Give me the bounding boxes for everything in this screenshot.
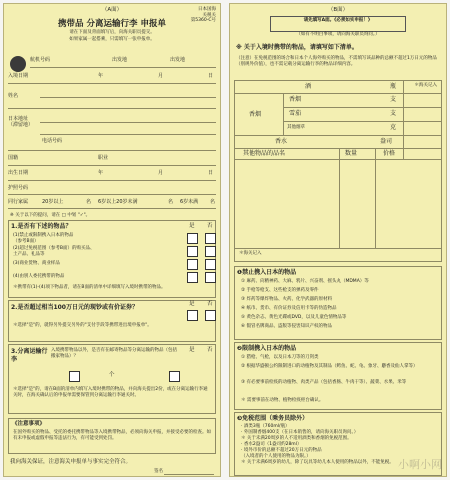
under-6-label: 6岁未满 bbox=[180, 199, 199, 205]
cigar-label: 雪茄 bbox=[289, 110, 302, 117]
year-label: 年 bbox=[98, 73, 104, 79]
occupation-label: 职业 bbox=[98, 155, 109, 161]
entry-date-row[interactable] bbox=[8, 70, 216, 84]
q1-item-4-no-checkbox[interactable] bbox=[205, 272, 216, 283]
declaration-statement: 我向海关保证，注意海关申报单与事实完全符合。 bbox=[10, 459, 132, 465]
cigarette-unit: 支 bbox=[390, 96, 397, 103]
question-1-title: 1.是否有下述的物品？ bbox=[11, 223, 72, 230]
month-label: 月 bbox=[158, 73, 164, 79]
yes-header: 是 bbox=[189, 223, 195, 229]
question-2-note: ＊选择"是"的，就得另外提交另外的"支付手段等携带进出境申报单"。 bbox=[13, 323, 152, 328]
duty-free-item-2: · 外国制香烟400支（在日本销售的，请向海关职员询问。） bbox=[241, 430, 359, 435]
notice-section bbox=[8, 418, 216, 454]
perfume-label: 香水 bbox=[275, 138, 288, 145]
q1-item-2-no-checkbox[interactable] bbox=[205, 246, 216, 257]
customs-fill-label: ＊海关记入 bbox=[239, 251, 262, 256]
yes-header: 是 bbox=[189, 301, 195, 307]
signature-label: 签名 bbox=[154, 469, 163, 474]
companions-label: 同行家属 bbox=[8, 199, 29, 205]
q2-yes-checkbox[interactable] bbox=[187, 310, 198, 321]
yes-header: 是 bbox=[189, 347, 195, 353]
other-goods-entry-area[interactable] bbox=[235, 160, 441, 248]
instruction-line-1: 请在下面及背面填写后，向海关职员提交。 bbox=[69, 30, 155, 35]
question-1-section bbox=[8, 220, 216, 298]
question-3-description: 入境携带物品以外，是否有在邮寄物品等分离运输的物品（包括搬家物品）？ bbox=[51, 348, 177, 359]
flight-label: 航机号码 bbox=[30, 57, 51, 63]
q1-item-3-no-checkbox[interactable] bbox=[205, 259, 216, 270]
restricted-item-3: ③ 有必要事前检疫的动植物、肉类产品（包括香肠、牛肉干等）、蔬菜、水果、米等 bbox=[241, 380, 407, 385]
origin-label: 出发地 bbox=[170, 57, 186, 63]
duty-free-item-6: （入境者的个人使用的物品为限。） bbox=[241, 454, 311, 459]
question-3-title: 3.分离运输行李 bbox=[11, 348, 48, 363]
question-3-section bbox=[8, 344, 216, 414]
prohibited-items-section bbox=[234, 266, 442, 340]
ounce-unit: 盎司 bbox=[380, 138, 393, 145]
duty-free-title: ❸免税范围（乘务员除外） bbox=[237, 415, 309, 422]
side-label: （B面） bbox=[327, 7, 349, 13]
cigar-unit: 支 bbox=[390, 110, 397, 117]
entry-date-label: 入境日期 bbox=[8, 73, 29, 79]
alcohol-label: 酒 bbox=[305, 83, 312, 90]
q3-count-unit: 个 bbox=[109, 372, 115, 378]
question-1-item-1: (1)禁止或限制携入日本的物品 （参考B面） bbox=[13, 233, 74, 244]
prohibited-item-5: ⑤ 黄色杂志、黄色光碟或DVD，以及儿童色情物品等 bbox=[241, 315, 347, 320]
list-note: （注意）在免税范围的场合和日本个人海外购买的物品，不需填写该品种的总额不超过1万日元的物品（别规外价值），也不需记载分离运输行李的物品详细内容。 bbox=[236, 56, 437, 67]
prohibited-item-2: ② 手枪等枪支、这些枪支的弹药及零件 bbox=[241, 288, 319, 293]
declaration-form-side-b bbox=[229, 3, 447, 477]
goods-table bbox=[234, 80, 442, 262]
tobacco-label: 香烟 bbox=[249, 111, 262, 118]
no-header: 否 bbox=[207, 347, 213, 353]
price-header: 价格 bbox=[383, 150, 396, 157]
form-number: 日本国海 关税关 第5360-C号 bbox=[190, 7, 216, 23]
day-label: 日 bbox=[208, 170, 214, 176]
other-goods-header: 其他物品的品名 bbox=[243, 150, 286, 157]
birth-date-row[interactable] bbox=[8, 167, 216, 181]
year-label: 年 bbox=[98, 170, 104, 176]
question-1-item-3: (3)商业货物、商业样品 bbox=[13, 261, 60, 266]
question-2-title: 2.是否超过相当100万日元的现钞或有价证券？ bbox=[11, 304, 138, 311]
grams-unit: 克 bbox=[390, 124, 397, 131]
prohibited-title: ❶禁止携入日本的物品 bbox=[237, 269, 297, 276]
q1-item-3-yes-checkbox[interactable] bbox=[187, 259, 198, 270]
signature-line[interactable] bbox=[164, 474, 214, 475]
prohibited-item-1: ① 麻药、向精神药、大麻、鸦片、兴奋剂、摇头丸（MDMA）等 bbox=[241, 279, 369, 284]
question-2-section bbox=[8, 300, 216, 342]
instruction-line-2: 如果家属一起搭乘，只需填写一张申报单。 bbox=[69, 37, 155, 42]
restricted-title: ❷限制携入日本的物品 bbox=[237, 345, 297, 352]
restricted-items-section bbox=[234, 342, 442, 410]
notice-body: 在国外购买的物品、受托的委托携带物品等入境携带物品，必须向海关申报，并接受必要的检查。如有未申报或虚假申报等违法行为，有可能受到处罚。 bbox=[13, 430, 211, 441]
phone-label: 电话号码 bbox=[42, 138, 63, 144]
duty-free-item-1: · 酒类3瓶（760ml/瓶） bbox=[241, 424, 290, 429]
customs-column-header: ＊海关记入 bbox=[414, 83, 437, 88]
declaration-form-side-a bbox=[3, 3, 221, 477]
question-1-item-4: (4)由别人委托携带的物品 bbox=[13, 274, 65, 279]
birth-date-label: 出生日期 bbox=[8, 170, 29, 176]
form-title: 携带品 分离运输行李 申报单 bbox=[58, 19, 166, 29]
cigarette-label: 香烟 bbox=[289, 96, 302, 103]
over-20-label: 20岁以上 bbox=[42, 199, 64, 205]
flight-row bbox=[30, 54, 216, 68]
duty-free-item-4: · 香水2盎司（1盎司约28ml） bbox=[241, 442, 302, 447]
prohibited-item-3: ③ 炸药等爆炸物品、火药、化学武器的原材料 bbox=[241, 297, 332, 302]
passport-label: 护照号码 bbox=[8, 185, 29, 191]
day-label: 日 bbox=[208, 73, 214, 79]
q1-item-1-no-checkbox[interactable] bbox=[205, 233, 216, 244]
nationality-label: 国籍 bbox=[8, 155, 19, 161]
duty-free-item-5: · 境外市价的总额不超过20万日元的物品 bbox=[241, 448, 322, 453]
name-row[interactable] bbox=[8, 86, 216, 109]
notice-title: 《注意事项》 bbox=[12, 421, 46, 427]
month-label: 月 bbox=[158, 170, 164, 176]
side-label: （A面） bbox=[101, 7, 123, 13]
duty-free-item-3: ＊ 关于未满20周岁的人不适用酒类和香烟的免税范围。 bbox=[241, 436, 352, 441]
banner bbox=[270, 16, 406, 32]
flight-number-field[interactable] bbox=[52, 54, 107, 66]
address-row[interactable] bbox=[8, 110, 216, 151]
duty-free-item-7: ＊ 关于未满6周岁的幼儿，除了玩具等幼儿本人使用的物品以外，不能免税。 bbox=[241, 460, 394, 465]
banner-line-1: 请先填写A面。《必须如实申报！》 bbox=[303, 18, 373, 23]
from-label: 出发地 bbox=[112, 57, 128, 63]
companions-row[interactable] bbox=[8, 196, 216, 209]
person-unit: 名 bbox=[86, 199, 92, 205]
question-1-item-2: (2)超过免税范围（参考B面）的购买品、 土产品、礼品等 bbox=[13, 246, 95, 257]
q2-no-checkbox[interactable] bbox=[205, 310, 216, 321]
nationality-row[interactable] bbox=[8, 152, 216, 166]
other-tobacco-label: 其他烟草 bbox=[287, 125, 305, 130]
prohibited-item-4: ④ 纸币、货币、有价证券及信用卡等的伪造物品 bbox=[241, 306, 337, 311]
passport-row[interactable] bbox=[8, 182, 216, 195]
person-unit: 名 bbox=[210, 199, 216, 205]
list-title: ※ 关于入境时携带的物品，请填写如下清单。 bbox=[236, 44, 358, 51]
question-1-note: ＊携带有(1)-(4)项下物品者，请在B面的清单中详细填写入境时携带的物品。 bbox=[13, 285, 166, 290]
banner-line-2: （如有不明白事项，请向海关职员询问。） bbox=[296, 32, 380, 37]
age-6-20-label: 6岁以上20岁未满 bbox=[98, 199, 138, 205]
question-intro: ※ 关于以下的提问，请在 □ 中划 "✓"。 bbox=[10, 213, 91, 218]
q3-no-checkbox[interactable] bbox=[169, 371, 180, 382]
no-header: 否 bbox=[207, 223, 213, 229]
no-header: 否 bbox=[207, 301, 213, 307]
restricted-item-1: ① 猎枪、气枪，以及日本刀等的刀剑类 bbox=[241, 355, 319, 360]
question-3-note: ＊选择"是"的，请在B面的清单内填写入境时携带的物品，并向海关提出2份，或在分离运输行李通关时，在海关确认后的申报单需要保管到分离运输行李通关时。 bbox=[13, 387, 208, 398]
name-label: 姓名 bbox=[8, 93, 19, 99]
q1-item-1-yes-checkbox[interactable] bbox=[187, 233, 198, 244]
person-unit: 名 bbox=[168, 199, 174, 205]
q1-item-2-yes-checkbox[interactable] bbox=[187, 246, 198, 257]
quantity-header: 数量 bbox=[345, 150, 358, 157]
address-label: 日本地址 （滞留地） bbox=[8, 116, 34, 128]
q3-yes-checkbox[interactable] bbox=[69, 371, 80, 382]
q1-item-4-yes-checkbox[interactable] bbox=[187, 272, 198, 283]
restricted-item-2: ② 根据华盛顿公约限制进口的动植物及其制品（鳄鱼、蛇、龟、象牙、麝香及仙人掌等） bbox=[241, 364, 418, 369]
restricted-item-note: ＊ 需要事前在动物、植物检疫柜台确认。 bbox=[241, 398, 324, 403]
prohibited-item-6: ⑥ 假冒名牌商品、盗版等侵害知识产权的物品 bbox=[241, 324, 332, 329]
watermark: 小啊小网 bbox=[398, 458, 442, 471]
bottle-unit: 瓶 bbox=[390, 83, 397, 90]
